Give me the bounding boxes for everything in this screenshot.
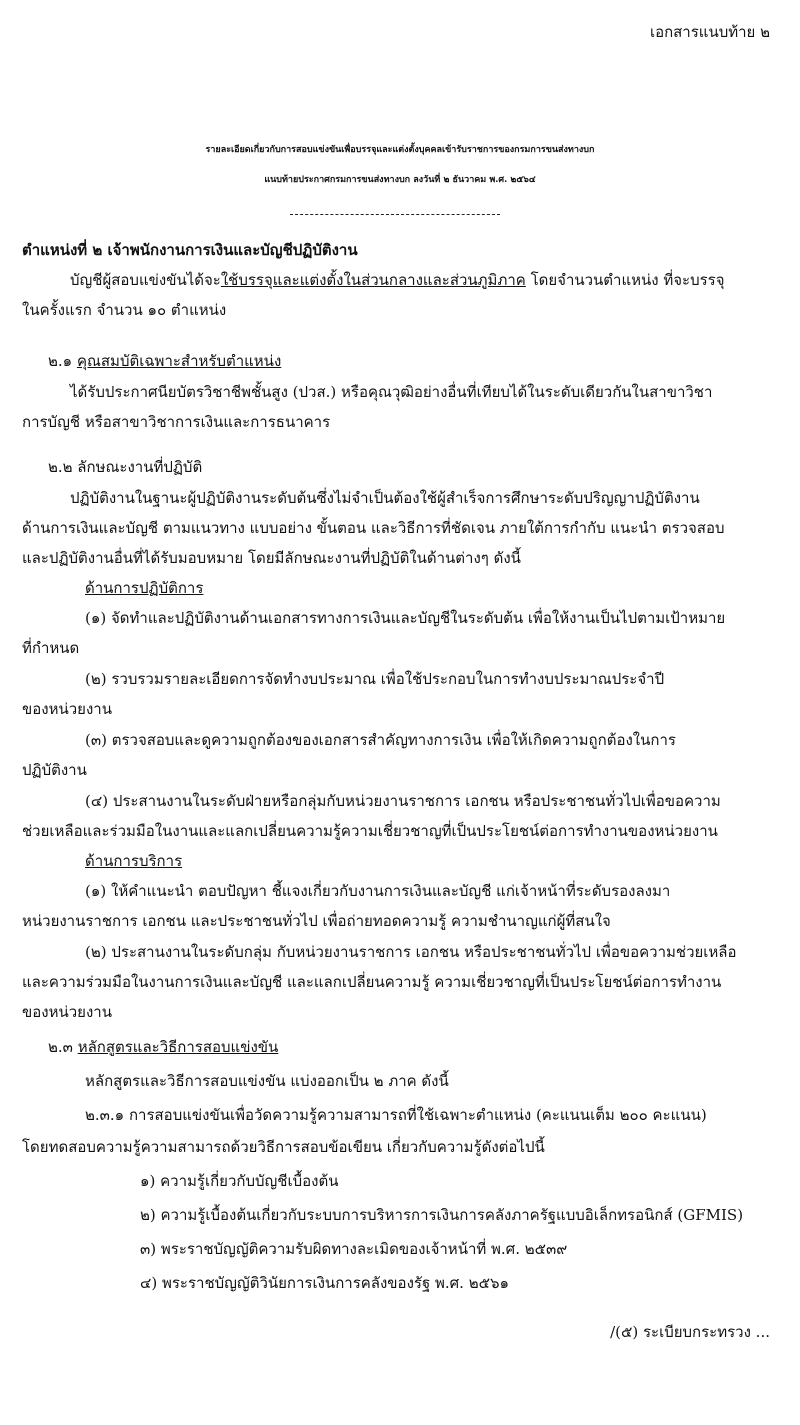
annex-label: เอกสารแนบท้าย ๒ <box>649 23 770 41</box>
intro-post: โดยจำนวนตำแหน่ง ที่จะบรรจุ <box>525 271 725 289</box>
title-line-1: รายละเอียดเกี่ยวกับการสอบแข่งขันเพื่อบรรจุและแต่งตั้งบุคคลเข้ารับราชการของกรมการขนส่งทางบก <box>205 145 595 155</box>
knowledge-item-2: ๒) ความรู้เบื้องต้นเกี่ยวกับระบบการบริหารการเงินการคลังภาครัฐแบบอิเล็กทรอนิกส์ (GFMIS) <box>140 1206 744 1224</box>
section-2-1-heading <box>48 351 281 371</box>
s23-intro: หลักสูตรและวิธีการสอบแข่งขัน แบ่งออกเป็น ๒ ภาค ดังนี้ <box>85 1072 449 1090</box>
knowledge-item-3: ๓) พระราชบัญญัติความรับผิดทางละเมิดของเจ้าหน้าที่ พ.ศ. ๒๕๓๙ <box>140 1240 568 1258</box>
section-2-2-heading: ๒.๒ ลักษณะงานที่ปฏิบัติ <box>48 458 203 476</box>
s22-line-2: ด้านการเงินและบัญชี ตามแนวทาง แบบอย่าง ขั้นตอน และวิธีการที่ชัดเจน ภายใต้การกำกับ แนะนำ ตรวจสอบ <box>22 519 725 537</box>
s21-line-1: ได้รับประกาศนียบัตรวิชาชีพชั้นสูง (ปวส.) หรือคุณวุฒิอย่างอื่นที่เทียบได้ในระดับเดียวกันในสาขาวิชา <box>70 383 713 401</box>
svc-1-line-2: หน่วยงานราชการ เอกชน และประชาชนทั่วไป เพื่อถ่ายทอดความรู้ ความชำนาญแก่ผู้ที่สนใจ <box>22 912 611 930</box>
s22-line-3: และปฏิบัติงานอื่นที่ได้รับมอบหมาย โดยมีลักษณะงานที่ปฏิบัติในด้านต่างๆ ดังนี้ <box>22 549 521 567</box>
s22-line-1: ปฏิบัติงานในฐานะผู้ปฏิบัติงานระดับต้นซึ่งไม่จำเป็นต้องใช้ผู้สำเร็จการศึกษาระดับปริญญาปฏิบัติงาน <box>70 489 700 507</box>
ops-3-line-1: (๓) ตรวจสอบและดูความถูกต้องของเอกสารสำคัญทางการเงิน เพื่อให้เกิดความถูกต้องในการ <box>85 731 676 749</box>
section-2-3-number: ๒.๓ <box>48 1038 78 1056</box>
title-separator <box>290 214 500 215</box>
title-line-2: แนบท้ายประกาศกรมการขนส่งทางบก ลงวันที่ ๒ ธันวาคม พ.ศ. ๒๕๖๔ <box>264 175 536 185</box>
ops-4-line-1: (๔) ประสานงานในระดับฝ่ายหรือกลุ่มกับหน่วยงานราชการ เอกชน หรือประชาชนทั่วไปเพื่อขอความ <box>85 792 721 810</box>
s231-line-2: โดยทดสอบความรู้ความสามารถด้วยวิธีการสอบข้อเขียน เกี่ยวกับความรู้ดังต่อไปนี้ <box>22 1138 545 1156</box>
s21-line-2: การบัญชี หรือสาขาวิชาการเงินและการธนาคาร <box>22 413 331 431</box>
operations-heading: ด้านการปฏิบัติการ <box>85 579 204 597</box>
section-2-1-title: คุณสมบัติเฉพาะสำหรับตำแหน่ง <box>76 352 282 370</box>
svc-2-line-2: และความร่วมมือในงานการเงินและบัญชี และแลกเปลี่ยนความรู้ ความเชี่ยวชาญที่เป็นประโยชน์ต่อการทำงาน <box>22 973 722 991</box>
ops-3-line-2: ปฏิบัติงาน <box>22 761 87 779</box>
knowledge-item-4: ๔) พระราชบัญญัติวินัยการเงินการคลังของรัฐ พ.ศ. ๒๕๖๑ <box>140 1274 509 1292</box>
intro-line-2: ในครั้งแรก จำนวน ๑๐ ตำแหน่ง <box>22 301 227 319</box>
s231-line-1: ๒.๓.๑ การสอบแข่งขันเพื่อวัดความรู้ความสามารถที่ใช้เฉพาะตำแหน่ง (คะแนนเต็ม ๒๐๐ คะแนน) <box>85 1106 707 1124</box>
ops-2-line-1: (๒) รวบรวมรายละเอียดการจัดทำงบประมาณ เพื่อใช้ประกอบในการทำงบประมาณประจำปี <box>85 670 665 688</box>
intro-underlined: ใช้บรรจุและแต่งตั้งในส่วนกลางและส่วนภูมิภาค <box>220 271 526 289</box>
svc-1-line-1: (๑) ให้คำแนะนำ ตอบปัญหา ชี้แจงเกี่ยวกับงานการเงินและบัญชี แก่เจ้าหน้าที่ระดับรองลงมา <box>85 882 671 900</box>
ops-4-line-2: ช่วยเหลือและร่วมมือในงานและแลกเปลี่ยนความรู้ความเชี่ยวชาญที่เป็นประโยชน์ต่อการทำงานของหน่วยงาน <box>22 822 718 840</box>
ops-1-line-1: (๑) จัดทำและปฏิบัติงานด้านเอกสารทางการเงินและบัญชีในระดับต้น เพื่อให้งานเป็นไปตามเป้าหมาย <box>85 609 726 627</box>
svc-2-line-1: (๒) ประสานงานในระดับกลุ่ม กับหน่วยงานราชการ เอกชน หรือประชาชนทั่วไป เพื่อขอความช่วยเหลือ <box>85 943 737 961</box>
continued-note: /(๕) ระเบียบกระทรวง ... <box>610 1323 770 1341</box>
section-2-3-title: หลักสูตรและวิธีการสอบแข่งขัน <box>77 1038 279 1056</box>
section-2-1-number: ๒.๑ <box>48 352 77 370</box>
services-heading: ด้านการบริการ <box>85 852 183 870</box>
svc-2-line-3: ของหน่วยงาน <box>22 1003 112 1021</box>
intro-pre: บัญชีผู้สอบแข่งขันได้จะ <box>70 271 221 289</box>
intro-line-1 <box>70 270 725 290</box>
ops-2-line-2: ของหน่วยงาน <box>22 700 112 718</box>
ops-1-line-2: ที่กำหนด <box>22 639 80 657</box>
section-2-3-heading <box>48 1037 278 1057</box>
position-heading: ตำแหน่งที่ ๒ เจ้าพนักงานการเงินและบัญชีปฏิบัติงาน <box>22 241 358 259</box>
knowledge-item-1: ๑) ความรู้เกี่ยวกับบัญชีเบื้องต้น <box>140 1172 339 1190</box>
